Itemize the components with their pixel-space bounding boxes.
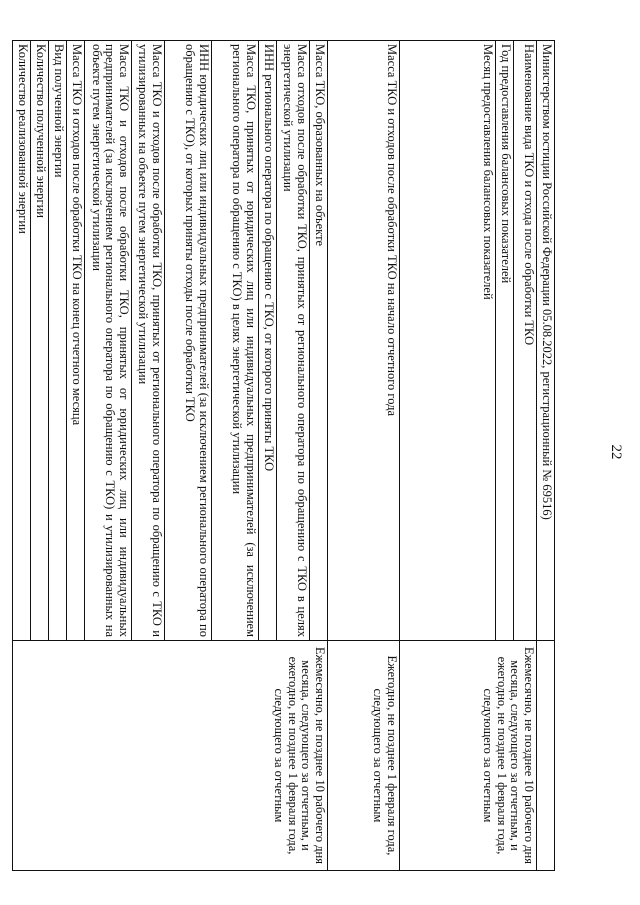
rotated-table-container	[16, 40, 555, 870]
row-label: Количество реализованной энергии	[13, 41, 31, 641]
row-label: Масса ТКО, принятых от юридических лиц или индивидуальных предпринимателей (за исключением регионального оператора по обращению с ТКО) в целях энергетической утилизации	[212, 41, 259, 641]
page-number: 22	[608, 444, 624, 460]
row-label: Масса ТКО и отходов после обработки ТКО, принятых от регионального оператора по обращению с ТКО и утилизированных на объекте путем энергетической утилизации	[132, 41, 165, 641]
row-label: Масса ТКО и отходов после обработки ТКО на начало отчетного года	[328, 41, 400, 641]
row-label: Количество полученной энергии	[31, 41, 49, 641]
row-label: ИНН регионального оператора по обращению с ТКО, от которого приняты ТКО	[259, 41, 277, 641]
row-label: Масса отходов после обработки ТКО, принятых от регионального оператора по обращению с ТКО в целях энергетической утилизации	[277, 41, 310, 641]
row-label: Месяц предоставления балансовых показателей	[400, 41, 496, 641]
row-label: Масса ТКО и отходов после обработки ТКО на конец отчетного месяца	[67, 41, 85, 641]
balance-indicators-table	[12, 40, 555, 871]
row-label: ИНН юридических лиц или индивидуальных предпринимателей (за исключением регионального оператора по обращению с ТКО), от которых приняты отходы после обработки ТКО	[165, 41, 212, 641]
frequency-cell: Ежегодно, не позднее 1 февраля года, следующего за отчетным	[328, 641, 400, 871]
frequency-cell: Ежемесячно, не позднее 10 рабочего дня месяца, следующего за отчетным, и ежегодно, не позднее 1 февраля года, следующего за отчетным	[400, 641, 537, 871]
row-label: Вид полученной энергии	[49, 41, 67, 641]
row-label: Масса ТКО и отходов после обработки ТКО, принятых от юридических лиц или индивидуальных предпринимателей (за исключением регионального оператора по обращению с ТКО) и утилизированных на объекте путем энергетической утилизации	[85, 41, 132, 641]
row-label: Масса ТКО, образованных на объекте	[310, 41, 328, 641]
registry-note-cell: Министерством юстиции Российской Федерации 05.08.2022, регистрационный № 69516)	[537, 41, 555, 641]
row-label: Год предоставления балансовых показателей	[496, 41, 514, 641]
row-label: Наименование вида ТКО и отхода после обработки ТКО	[514, 41, 537, 641]
frequency-cell: Ежемесячно, не позднее 10 рабочего дня месяца, следующего за отчетным, и ежегодно, не позднее 1 февраля года, следующего за отчетным	[13, 641, 328, 871]
empty-cell	[537, 641, 555, 871]
